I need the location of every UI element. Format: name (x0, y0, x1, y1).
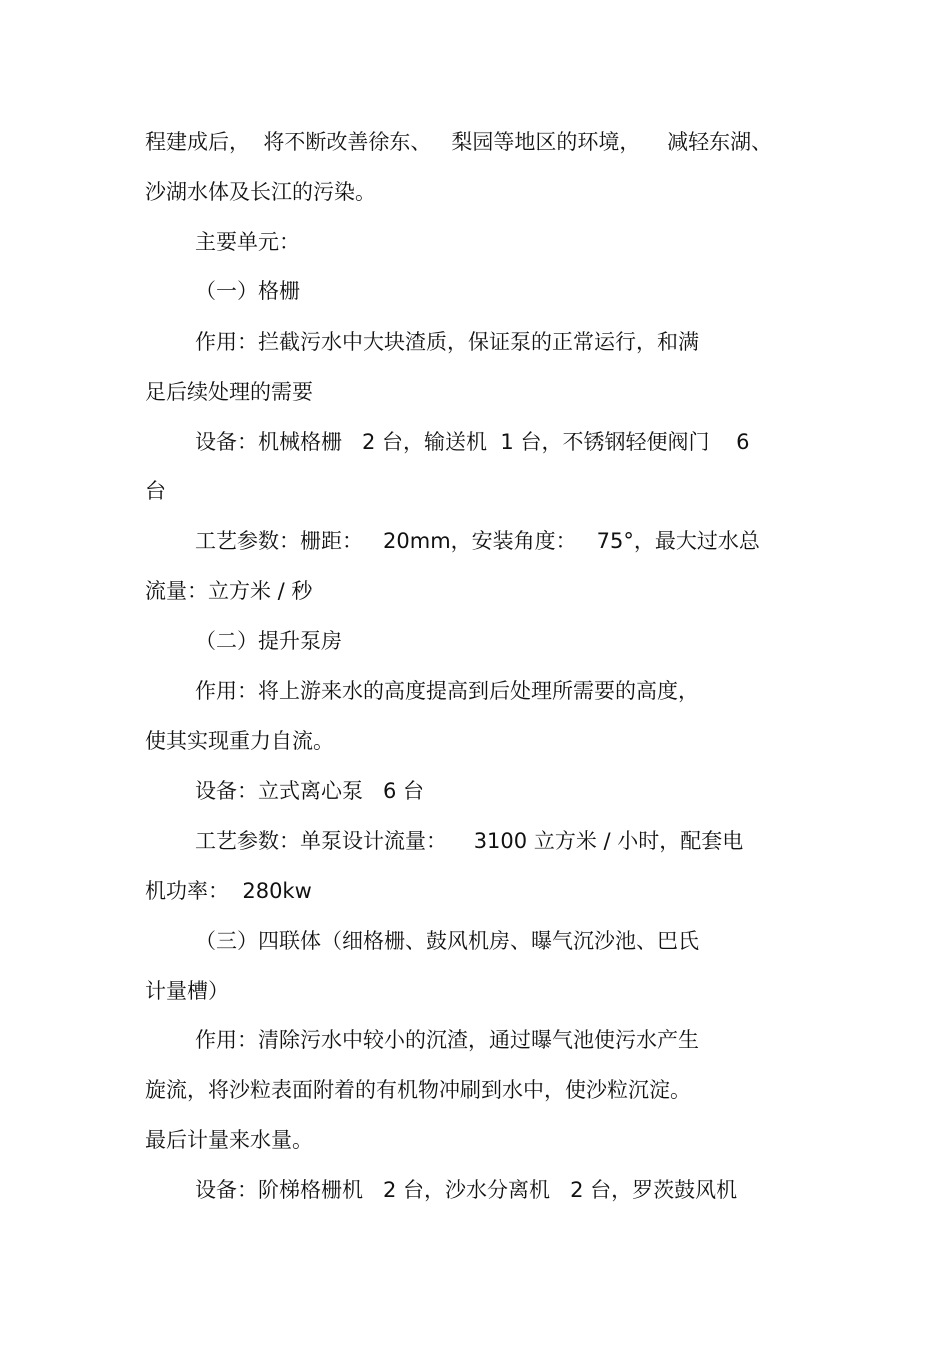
text-line-10: 流量：立方米 / 秒 (145, 579, 313, 603)
text-line-22: 设备：阶梯格栅机 2 台，沙水分离机 2 台，罗茨鼓风机 (195, 1178, 738, 1202)
text-line-9: 工艺参数：栅距： 20mm，安装角度： 75°，最大过水总 (195, 529, 760, 553)
text-line-7: 设备：机械格栅 2 台，输送机 1 台，不锈钢轻便阀门 6 (195, 430, 750, 454)
subsection-heading-1: （一）格栅 (195, 279, 300, 303)
text-line-16: 机功率： 280kw (145, 879, 312, 903)
text-line-6: 足后续处理的需要 (145, 380, 313, 404)
text-line-8: 台 (145, 479, 166, 503)
subsection-heading-2: （二）提升泵房 (195, 629, 342, 653)
subsection-heading-3: （三）四联体（细格栅、鼓风机房、曝气沉沙池、巴氏 (195, 929, 699, 953)
section-heading: 主要单元： (195, 230, 300, 254)
text-line-14: 设备：立式离心泵 6 台 (195, 779, 425, 803)
text-line-1: 程建成后， 将不断改善徐东、 梨园等地区的环境， 减轻东湖、 (145, 130, 773, 154)
text-line-20: 旋流，将沙粒表面附着的有机物冲刷到水中，使沙粒沉淀。 (145, 1078, 691, 1102)
text-line-5: 作用：拦截污水中大块渣质，保证泵的正常运行，和满 (195, 330, 699, 354)
text-line-2: 沙湖水体及长江的污染。 (145, 180, 376, 204)
text-line-18: 计量槽） (145, 979, 229, 1003)
text-line-12: 作用：将上游来水的高度提高到后处理所需要的高度， (195, 679, 699, 703)
text-line-21: 最后计量来水量。 (145, 1128, 313, 1152)
text-line-15: 工艺参数：单泵设计流量： 3100 立方米 / 小时，配套电 (195, 829, 744, 853)
text-line-13: 使其实现重力自流。 (145, 729, 334, 753)
text-line-19: 作用：清除污水中较小的沉渣，通过曝气池使污水产生 (195, 1028, 699, 1052)
